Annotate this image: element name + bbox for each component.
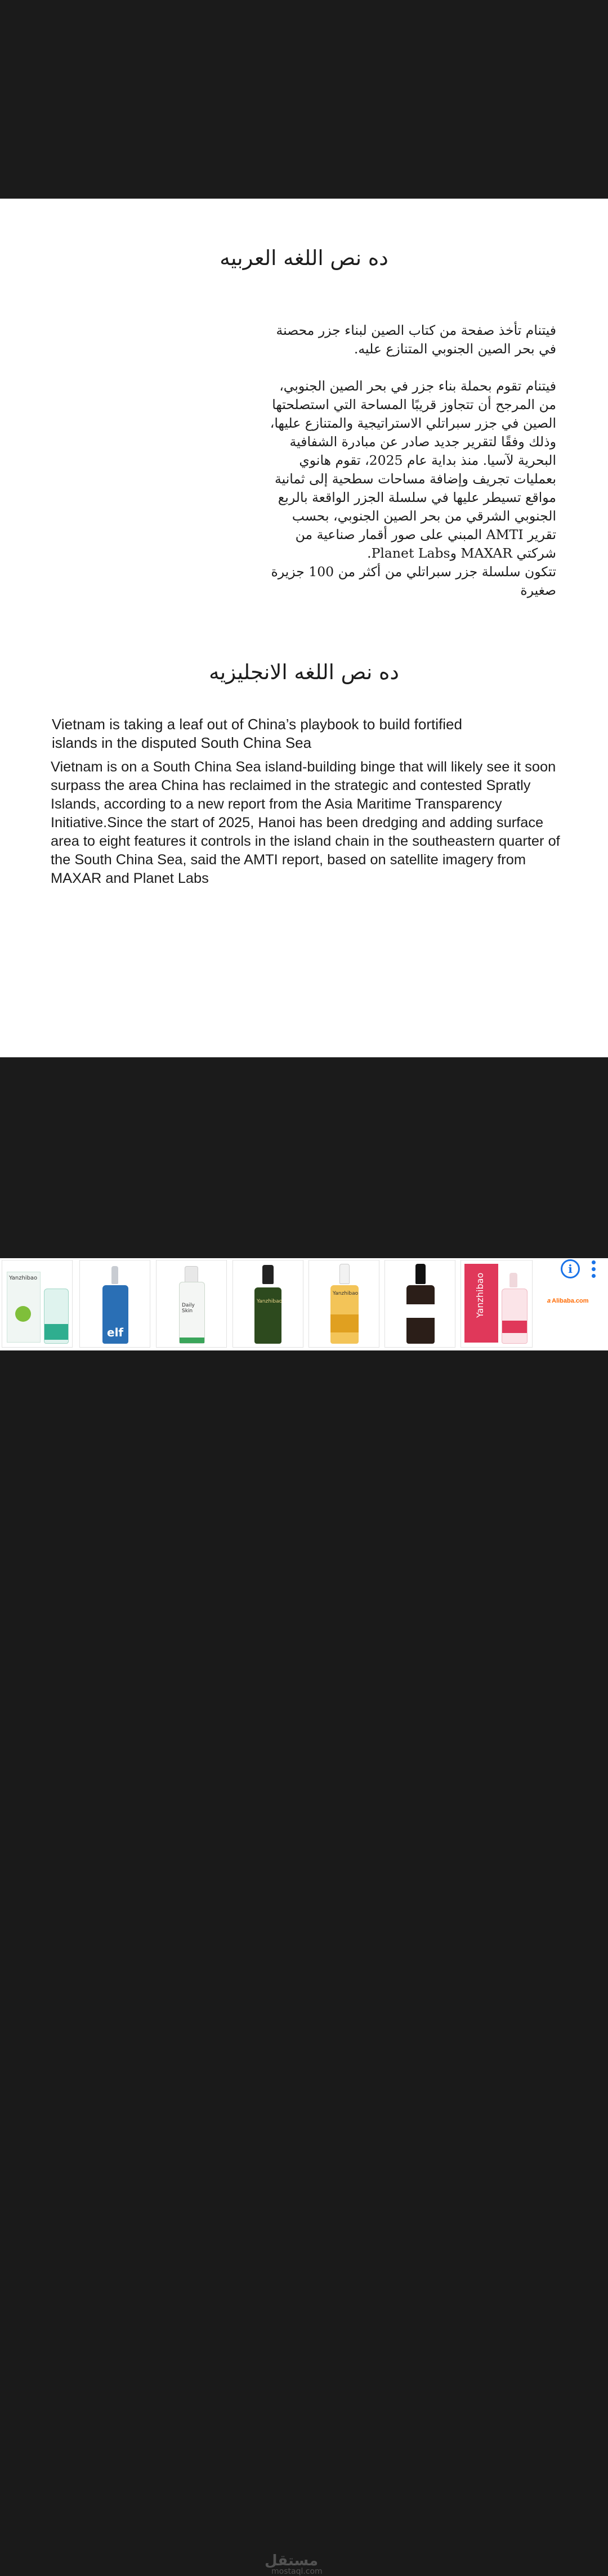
product-bottle [254,1287,281,1344]
bottle-label [44,1324,68,1340]
ad-product-2[interactable] [79,1260,150,1348]
product-bottle [330,1285,359,1344]
dropper-cap [415,1264,426,1284]
ad-product-4[interactable] [233,1260,303,1348]
product-bottle [179,1282,205,1344]
dropper-cap [262,1265,274,1284]
top-black-area [0,0,608,199]
bottle-label [330,1314,359,1332]
ad-info-icon[interactable]: i [561,1259,580,1278]
bottle-label [502,1321,527,1333]
alibaba-mark-icon: a [547,1298,551,1304]
product-bottle [44,1289,69,1344]
arabic-article-extra: تتكون سلسلة جزر سبراتلي من أكثر من 100 جزيرة صغيرة [271,564,556,598]
watermark-domain: mostaql.com [271,2567,323,2576]
pump-cap [185,1266,198,1283]
ad-product-3[interactable] [156,1260,227,1348]
ad-product-5[interactable] [309,1260,379,1348]
kiwi-graphic [15,1306,31,1322]
english-article-title: Vietnam is taking a leaf out of China’s playbook to build fortified islands in the disputed South China Sea [52,716,462,751]
site-watermark [265,2552,323,2576]
ad-product-7[interactable] [461,1260,533,1348]
ad-banner[interactable] [0,1258,608,2576]
ad-product-1[interactable] [2,1260,73,1348]
bottom-black-area [0,1057,608,1258]
product-bottle [502,1289,527,1344]
dropper-cap [339,1264,350,1284]
product-brand: Yanzhibao [9,1275,38,1281]
arabic-article [263,321,556,600]
product-brand: elf [107,1326,124,1339]
more-options-icon[interactable] [590,1260,597,1280]
bottle-label [406,1304,435,1318]
product-bottle [406,1285,435,1344]
arabic-article-body: فيتنام تقوم بحملة بناء جزر في بحر الصين الجنوبي، من المرجح أن تتجاوز قريبًا المساحة التي استصلحتها الصين في جزر سبراتلي الاستراتيجية والمتنازع عليها، وذلك وفقًا لتقرير جديد صادر عن مبادرة الشفافية البحرية لآسيا. منذ بداية عام 2025، تقوم هانوي بعمليات تجريف وإضافة مساحات سطحية إلى ثمانية مواقع تسيطر عليها في سلسلة الجزر الواقعة بالربع الجنوبي الشرقي من بحر الصين الجنوبي، بحسب تقرير AMTI المبني على صور أقمار صناعية من شركتي MAXAR وPlanet Labs. [270,378,556,561]
pump-cap [509,1273,517,1287]
product-brand: Daily Skin [182,1303,195,1314]
product-brand: Yanzhibao [257,1299,283,1304]
arabic-article-title: فيتنام تأخذ صفحة من كتاب الصين لبناء جزر محصنة في بحر الصين الجنوبي المتنازع عليه. [276,322,556,357]
product-brand: Yanzhibao [333,1291,359,1296]
ad-product-6[interactable] [385,1260,455,1348]
advertiser-logo[interactable] [547,1298,589,1304]
product-bottle [102,1285,128,1344]
dropper-cap [111,1266,118,1284]
product-box [464,1264,498,1343]
english-section-heading: ده نص اللغه الانجليزيه [209,660,399,684]
document-page [0,199,608,1057]
bottle-label [180,1338,204,1343]
product-brand: Yanzhibao [475,1272,485,1318]
arabic-section-heading: ده نص اللغه العربيه [220,246,388,270]
product-box [7,1272,41,1343]
advertiser-name: Alibaba.com [552,1298,589,1304]
english-article-body: Vietnam is on a South China Sea island-building binge that will likely see it soon surpass the area China has reclaimed in the strategic and contested Spratly Islands, according to a new report from the Asia Maritime Transparency Initiative.Since the start of 2025, Hanoi has been dredging and adding surface area to eight features it controls in the island chain in the southeastern quarter of the South China Sea, said the AMTI report, based on satellite imagery from MAXAR and Planet Labs [51,759,560,886]
watermark-logo-text: مستقل [265,2552,319,2569]
